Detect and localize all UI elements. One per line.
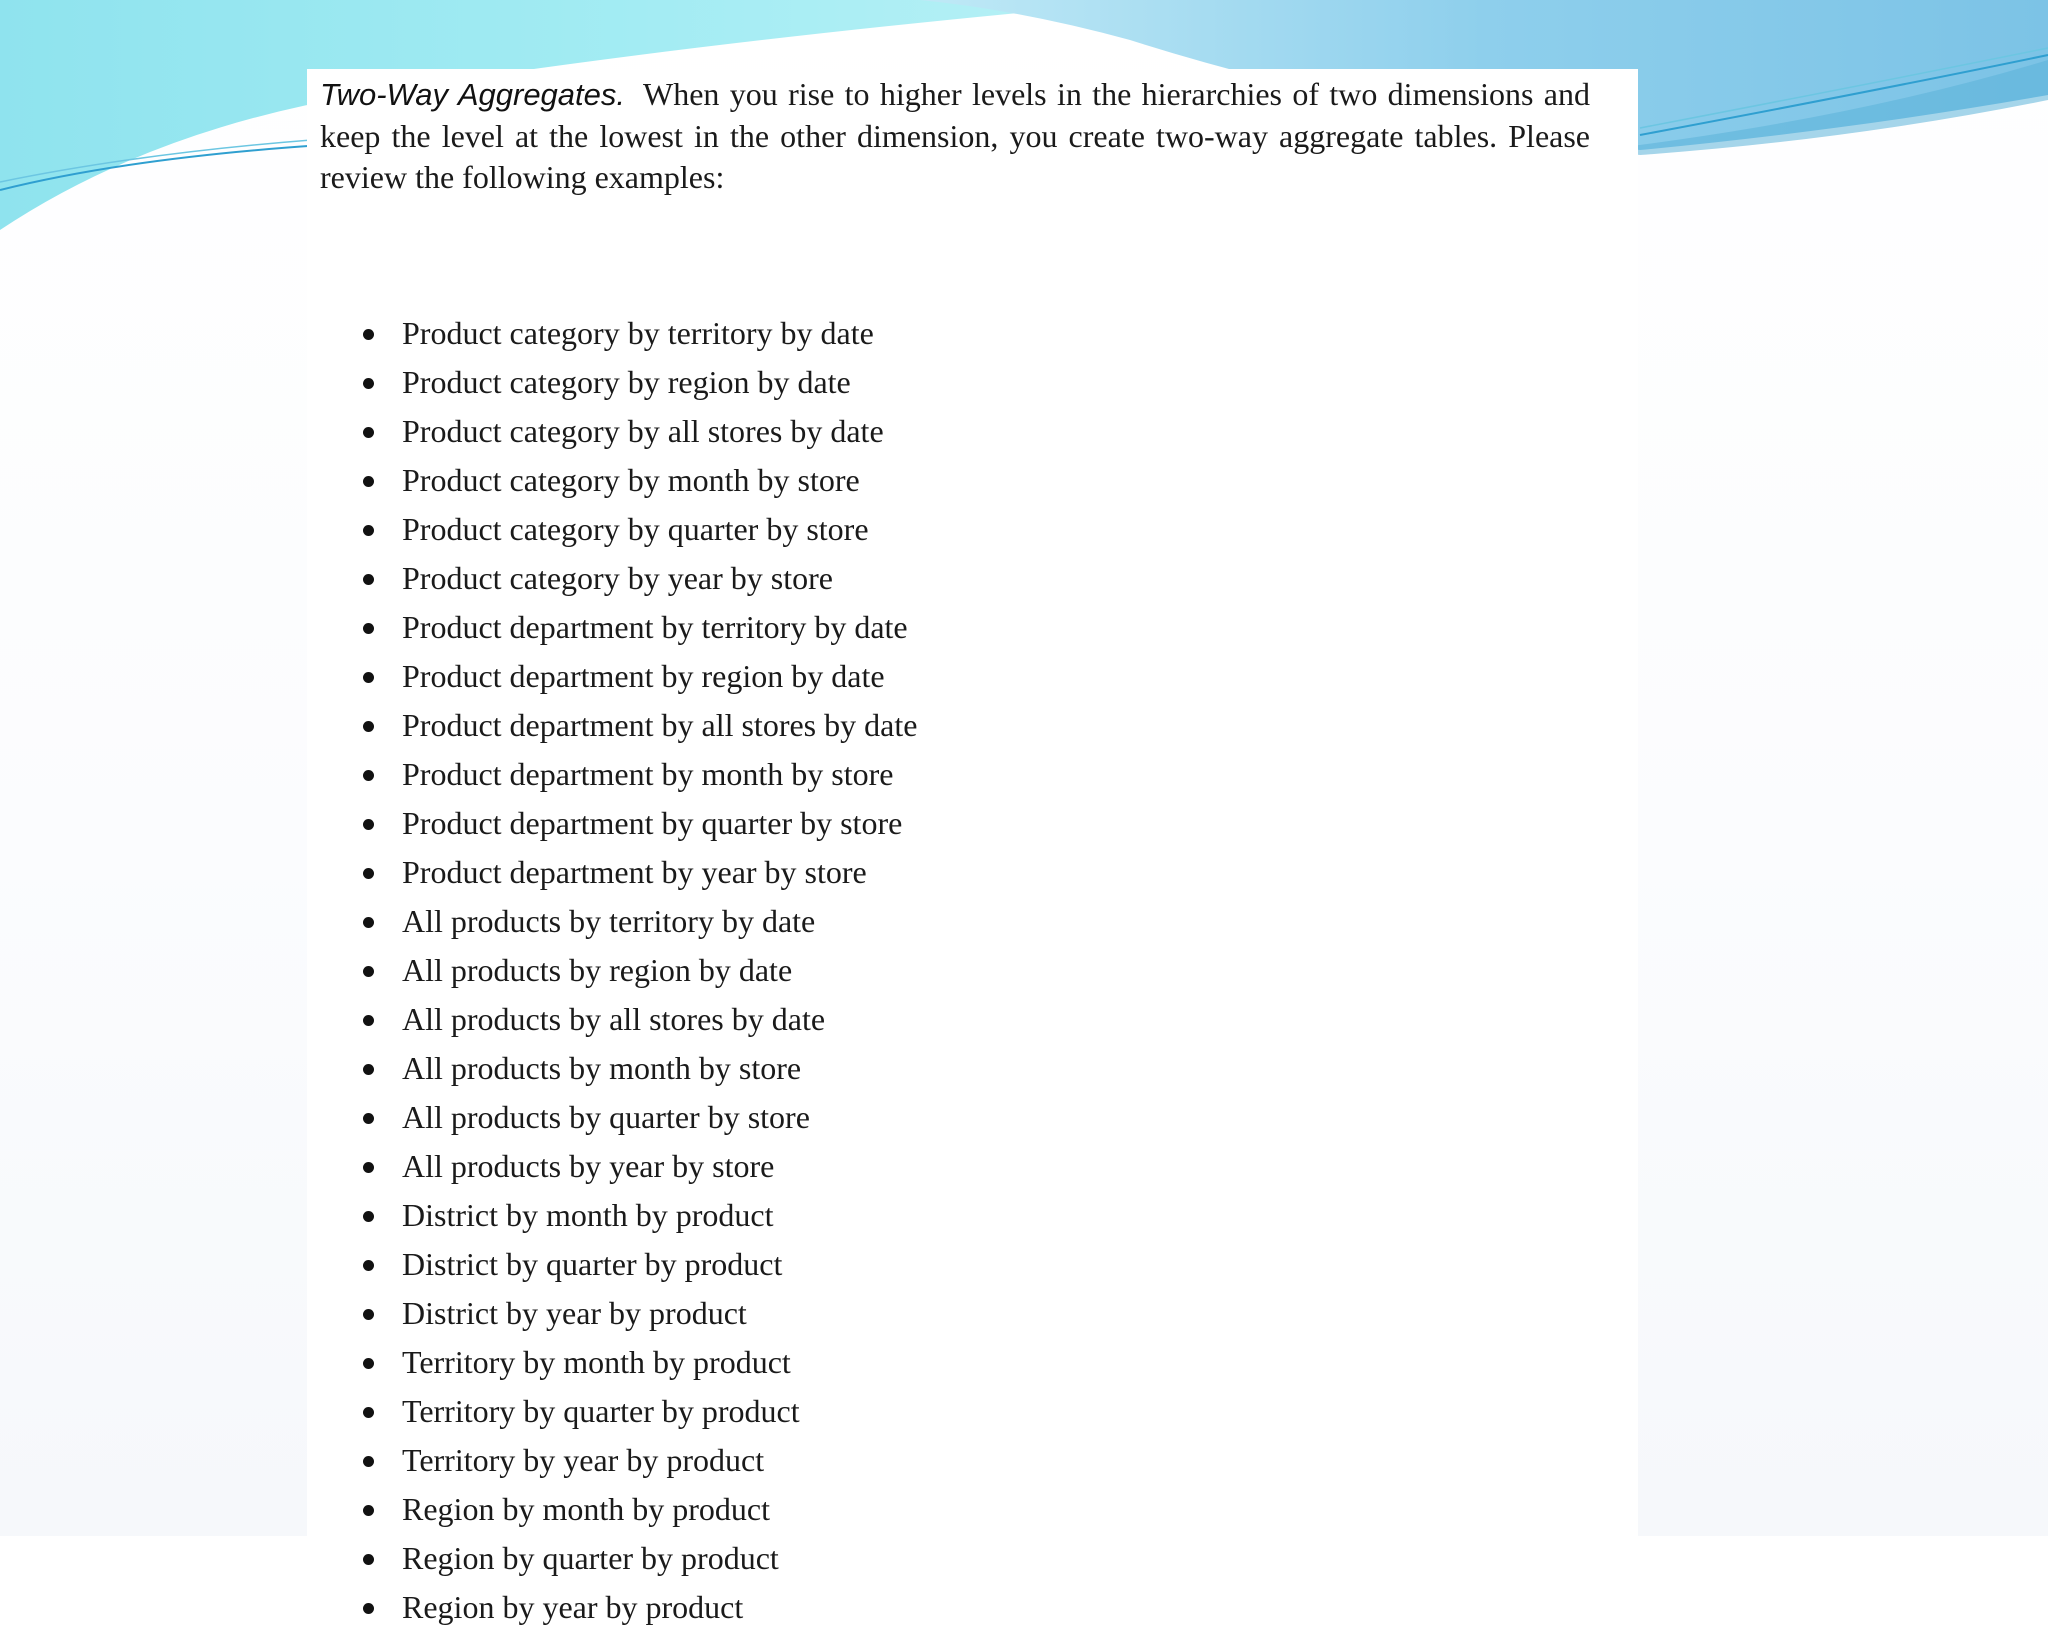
examples-list <box>363 309 917 1632</box>
list-item: Product category by year by store <box>363 554 917 603</box>
list-item: Product department by year by store <box>363 848 917 897</box>
section-lead: Two-Way Aggregates. <box>320 77 626 112</box>
list-item: All products by year by store <box>363 1142 917 1191</box>
list-item: All products by quarter by store <box>363 1093 917 1142</box>
list-item: Product category by quarter by store <box>363 505 917 554</box>
list-item: Region by year by product <box>363 1583 917 1632</box>
list-item: All products by all stores by date <box>363 995 917 1044</box>
list-item: District by month by product <box>363 1191 917 1240</box>
list-item: Product department by all stores by date <box>363 701 917 750</box>
list-item: Region by quarter by product <box>363 1534 917 1583</box>
intro-paragraph <box>320 74 1590 199</box>
list-item: Product department by region by date <box>363 652 917 701</box>
list-item: Territory by month by product <box>363 1338 917 1387</box>
scanned-page <box>307 69 1638 1625</box>
list-item: All products by month by store <box>363 1044 917 1093</box>
list-item: Product department by month by store <box>363 750 917 799</box>
intro-text: When you rise to higher levels in the hierarchies of two dimensions and keep the level at the lowest in the other dimension, you create two-way aggregate tables. Please review the following examples: <box>320 76 1591 195</box>
list-item: District by year by product <box>363 1289 917 1338</box>
list-item: Product department by territory by date <box>363 603 917 652</box>
list-item: All products by territory by date <box>363 897 917 946</box>
list-item: Region by month by product <box>363 1485 917 1534</box>
list-item: Territory by quarter by product <box>363 1387 917 1436</box>
list-item: Product category by region by date <box>363 358 917 407</box>
list-item: All products by region by date <box>363 946 917 995</box>
list-item: Product category by month by store <box>363 456 917 505</box>
list-item: Territory by year by product <box>363 1436 917 1485</box>
list-item: Product category by territory by date <box>363 309 917 358</box>
list-item: Product category by all stores by date <box>363 407 917 456</box>
list-item: Product department by quarter by store <box>363 799 917 848</box>
list-item: District by quarter by product <box>363 1240 917 1289</box>
